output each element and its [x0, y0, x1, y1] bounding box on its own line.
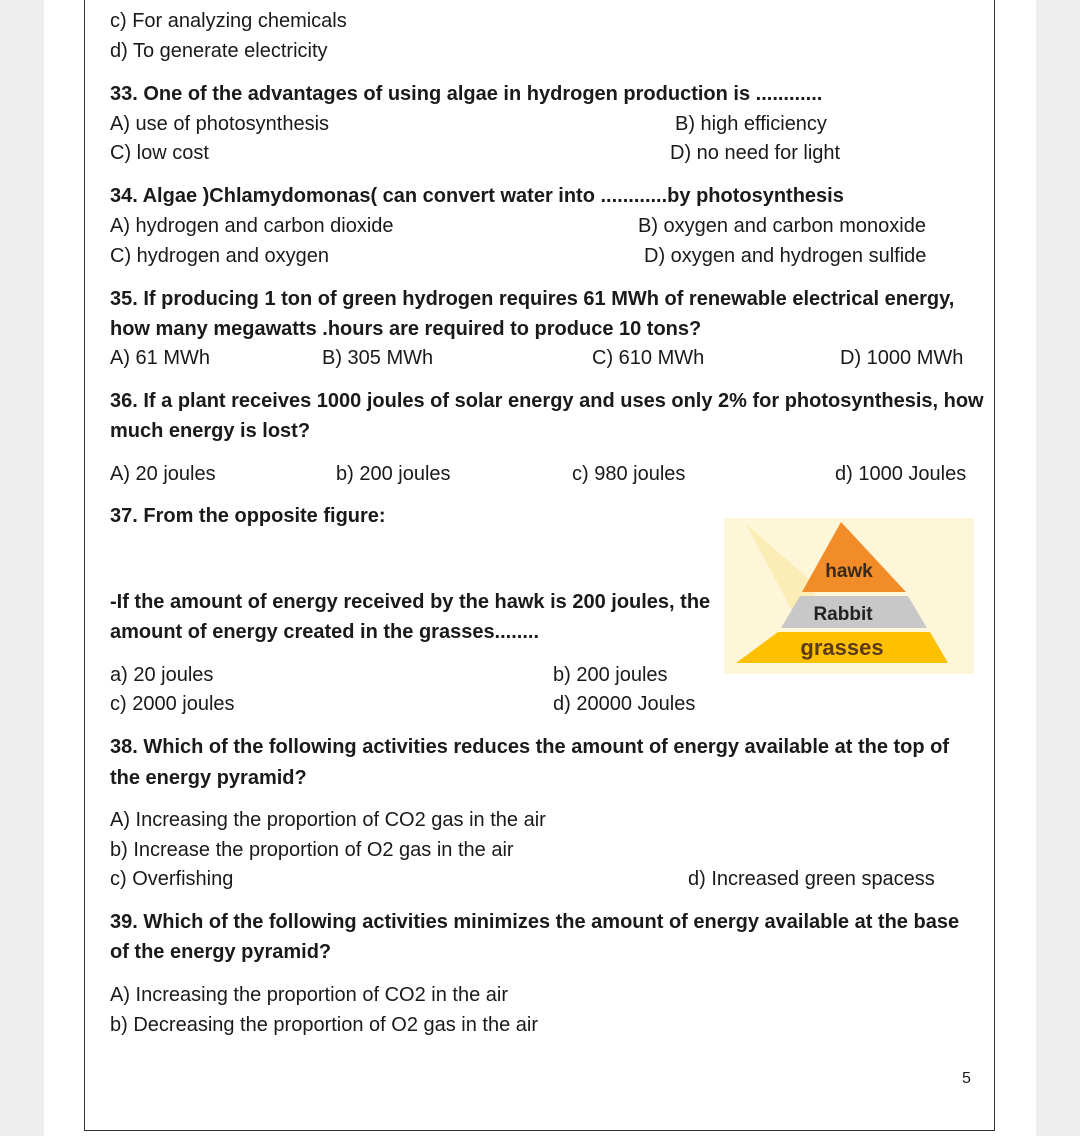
question-33: 33. One of the advantages of using algae in hydrogen production is ............ — [110, 83, 823, 105]
question-36-line2: much energy is lost? — [110, 420, 311, 442]
option-d-prev: d) To generate electricity — [110, 40, 328, 62]
question-35-line2: how many megawatts .hours are required to produce 10 tons? — [110, 318, 702, 340]
q36-option-c: c) 980 joules — [572, 463, 686, 485]
page-number: 5 — [962, 1070, 971, 1087]
option-c-prev: c) For analyzing chemicals — [110, 10, 347, 32]
q34-option-a: A) hydrogen and carbon dioxide — [110, 215, 394, 237]
question-37-line2: amount of energy created in the grasses........ — [110, 621, 540, 643]
q38-option-c: c) Overfishing — [110, 868, 234, 890]
q38-option-a: A) Increasing the proportion of CO2 gas in the air — [110, 809, 546, 831]
q38-option-d: d) Increased green spacess — [688, 868, 935, 890]
pyramid-label-grasses: grasses — [800, 635, 884, 660]
q36-option-a: A) 20 joules — [110, 463, 216, 485]
question-34: 34. Algae )Chlamydomonas( can convert water into ............by photosynthesis — [110, 185, 844, 207]
page-border-left — [84, 0, 85, 1131]
q35-option-a: A) 61 MWh — [110, 347, 211, 369]
q36-option-d: d) 1000 Joules — [835, 463, 967, 485]
q36-option-b: b) 200 joules — [336, 463, 451, 485]
q34-option-d: D) oxygen and hydrogen sulfide — [644, 245, 927, 267]
q37-option-a: a) 20 joules — [110, 664, 214, 686]
q37-option-d: d) 20000 Joules — [553, 693, 696, 715]
q37-option-b: b) 200 joules — [553, 664, 668, 686]
q38-option-b: b) Increase the proportion of O2 gas in the air — [110, 839, 514, 861]
pyramid-label-hawk: hawk — [825, 561, 873, 582]
q35-option-d: D) 1000 MWh — [840, 347, 964, 369]
q39-option-a: A) Increasing the proportion of CO2 in the air — [110, 984, 508, 1006]
question-36-line1: 36. If a plant receives 1000 joules of solar energy and uses only 2% for photosynthesis, how — [110, 390, 984, 412]
q39-option-b: b) Decreasing the proportion of O2 gas in the air — [110, 1014, 539, 1036]
q37-option-c: c) 2000 joules — [110, 693, 235, 715]
q34-option-b: B) oxygen and carbon monoxide — [638, 215, 926, 237]
page-border-bottom — [84, 1130, 995, 1131]
q33-option-b: B) high efficiency — [675, 113, 827, 135]
question-39-line1: 39. Which of the following activities minimizes the amount of energy available at the base — [110, 911, 960, 933]
question-39-line2: of the energy pyramid? — [110, 941, 332, 963]
pyramid-label-rabbit: Rabbit — [813, 604, 873, 625]
question-38-line2: the energy pyramid? — [110, 767, 307, 789]
q33-option-c: C) low cost — [110, 142, 209, 164]
q34-option-c: C) hydrogen and oxygen — [110, 245, 330, 267]
q33-option-a: A) use of photosynthesis — [110, 113, 330, 135]
page-border-right — [994, 0, 995, 1131]
question-37-line1: -If the amount of energy received by the hawk is 200 joules, the — [110, 591, 711, 613]
question-35-line1: 35. If producing 1 ton of green hydrogen requires 61 MWh of renewable electrical energy, — [110, 288, 955, 310]
q33-option-d: D) no need for light — [670, 142, 841, 164]
question-37: 37. From the opposite figure: — [110, 505, 386, 527]
question-38-line1: 38. Which of the following activities reduces the amount of energy available at the top of — [110, 736, 950, 758]
q35-option-b: B) 305 MWh — [322, 347, 434, 369]
q35-option-c: C) 610 MWh — [592, 347, 705, 369]
energy-pyramid-figure — [724, 518, 974, 674]
